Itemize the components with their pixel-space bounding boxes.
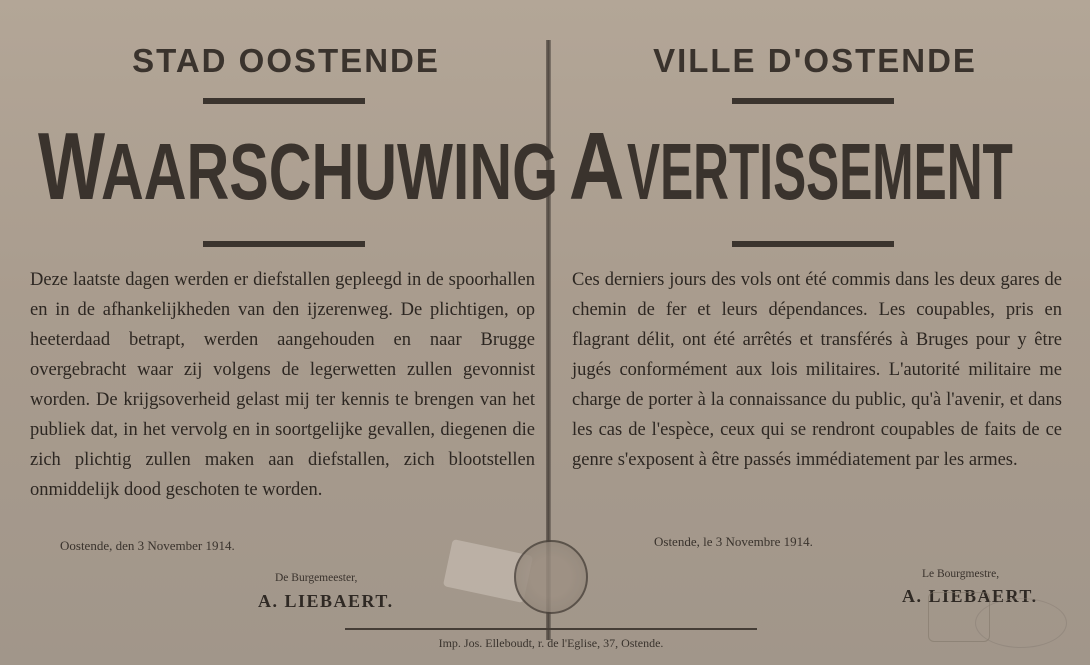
headline <box>38 112 558 222</box>
top-rule <box>203 98 365 104</box>
archive-stamp-ring <box>975 598 1067 648</box>
headline-rest: VERTISSEMENT <box>627 127 1014 216</box>
notice-paragraph: Deze laatste dagen werden er diefstallen gepleegd in de spoorhallen en in de afhankelijkheden van den ijzerenweg. De plichtigen, op heeterdaad betrapt, werden aangehouden en naar Brugge overgebracht waar zij volgens de legerwetten zullen gevonnist worden. De krijgsoverheid gelast mij ter kennis te brengen van het publiek dat, in het vervolg en in soortgelijke gevallen, diegenen die zich plichtig zullen maken aan diefstallen, zich blootstellen onmiddelijk dood geschoten te worden. <box>30 270 535 500</box>
headline-initial: W <box>38 113 106 220</box>
city-heading: STAD OOSTENDE <box>132 42 440 79</box>
city-heading: VILLE D'OSTENDE <box>653 42 977 79</box>
headline-initial: A <box>568 113 625 220</box>
headline-rest: AARSCHUWING <box>100 127 558 216</box>
bottom-rule <box>203 241 365 247</box>
notice-date: Ostende, le 3 Novembre 1914. <box>654 534 813 549</box>
printer-imprint: Imp. Jos. Elleboudt, r. de l'Eglise, 37, Ostende. <box>438 636 664 650</box>
notice-date: Oostende, den 3 November 1914. <box>60 538 235 553</box>
headline <box>562 112 1068 222</box>
footer-rule <box>345 628 757 630</box>
seal-stamp <box>514 540 588 614</box>
notice-paragraph: Ces derniers jours des vols ont été commis dans les deux gares de chemin de fer et leurs dépendances. Les coupables, pris en flagrant délit, ont été arrêtés et transférés à Bruges pour y être jugés conformément aux lois militaires. L'autorité militaire me charge de porter à la connaissance du public, qu'à l'avenir, et dans les cas de l'espèce, ceux qui se rendront coupables de faits de ce genre s'exposent à être passés immédiatement par les armes. <box>572 270 1062 470</box>
signatory-name: A. LIEBAERT. <box>902 586 1038 606</box>
top-rule <box>732 98 894 104</box>
signatory-title: De Burgemeester, <box>275 572 358 584</box>
signatory-title: Le Bourgmestre, <box>922 568 1000 580</box>
signatory-name: A. LIEBAERT. <box>258 591 394 611</box>
bottom-rule <box>732 241 894 247</box>
